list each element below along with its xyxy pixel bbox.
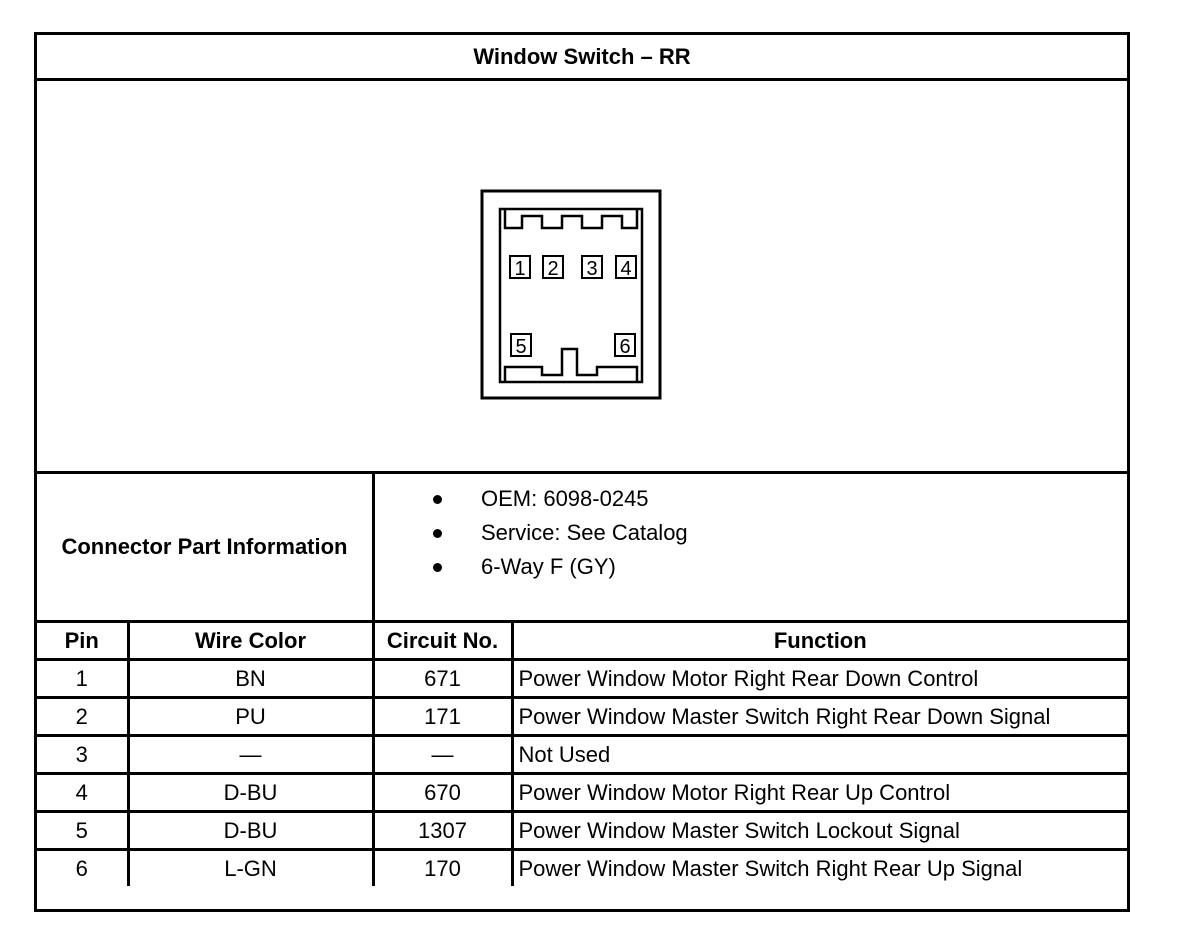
header-wire-color: Wire Color — [128, 623, 373, 660]
bullet-icon — [433, 563, 442, 572]
part-info-service: Service: See Catalog — [481, 520, 688, 545]
connector-diagram-area — [37, 81, 1127, 474]
pin-cell: 2 — [37, 698, 128, 736]
circuit-cell: 1307 — [373, 812, 512, 850]
pin-cell: 6 — [37, 850, 128, 887]
connector-sheet — [34, 32, 1130, 912]
wire-color-cell: D-BU — [128, 774, 373, 812]
bullet-icon — [433, 529, 442, 538]
circuit-cell: 171 — [373, 698, 512, 736]
circuit-cell: 170 — [373, 850, 512, 887]
part-info-label: Connector Part Information — [37, 474, 375, 620]
pin-cell: 1 — [37, 660, 128, 698]
part-info-item — [375, 482, 688, 516]
table-row — [37, 698, 1127, 736]
header-function: Function — [512, 623, 1127, 660]
table-row — [37, 812, 1127, 850]
header-circuit-no: Circuit No. — [373, 623, 512, 660]
pinout-table — [37, 623, 1127, 886]
wire-color-cell: L-GN — [128, 850, 373, 887]
part-info-oem: OEM: 6098-0245 — [481, 486, 649, 511]
function-cell: Power Window Master Switch Right Rear Down Signal — [512, 698, 1127, 736]
pin-cell: 3 — [37, 736, 128, 774]
table-row — [37, 774, 1127, 812]
wire-color-cell: BN — [128, 660, 373, 698]
table-header-row — [37, 623, 1127, 660]
part-info-item — [375, 550, 688, 584]
function-cell: Power Window Master Switch Right Rear Up Signal — [512, 850, 1127, 887]
pin-cell: 4 — [37, 774, 128, 812]
pin-label-4: 4 — [620, 258, 632, 280]
pin-label-2: 2 — [547, 258, 559, 280]
connector-face-diagram — [37, 81, 1127, 471]
part-info-item — [375, 516, 688, 550]
table-row — [37, 850, 1127, 887]
circuit-cell: 671 — [373, 660, 512, 698]
connector-part-info — [37, 474, 1127, 623]
part-info-description: 6-Way F (GY) — [481, 554, 616, 579]
pin-label-3: 3 — [586, 258, 598, 280]
circuit-cell: 670 — [373, 774, 512, 812]
wire-color-cell: PU — [128, 698, 373, 736]
wire-color-cell: D-BU — [128, 812, 373, 850]
pin-label-5: 5 — [515, 336, 527, 358]
pin-label-6: 6 — [619, 336, 631, 358]
circuit-cell: — — [373, 736, 512, 774]
page-title: Window Switch – RR — [37, 35, 1127, 81]
header-pin: Pin — [37, 623, 128, 660]
function-cell: Power Window Motor Right Rear Down Control — [512, 660, 1127, 698]
table-row — [37, 736, 1127, 774]
table-row — [37, 660, 1127, 698]
connector-top-keying — [505, 209, 637, 228]
pin-cell: 5 — [37, 812, 128, 850]
wire-color-cell: — — [128, 736, 373, 774]
pin-label-1: 1 — [514, 258, 526, 280]
bullet-icon — [433, 495, 442, 504]
function-cell: Power Window Master Switch Lockout Signal — [512, 812, 1127, 850]
part-info-list — [375, 482, 688, 584]
function-cell: Power Window Motor Right Rear Up Control — [512, 774, 1127, 812]
function-cell: Not Used — [512, 736, 1127, 774]
